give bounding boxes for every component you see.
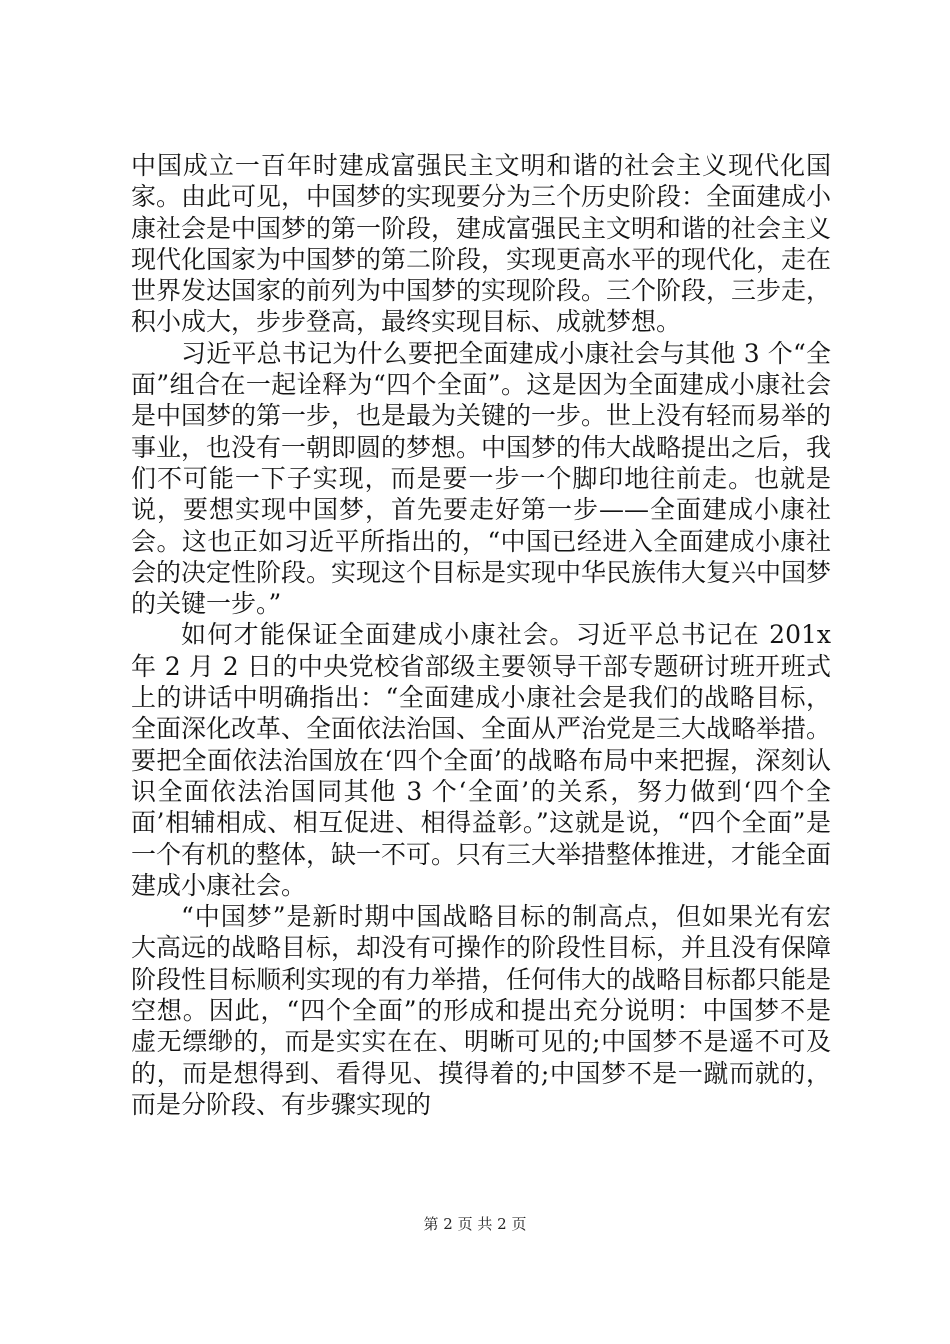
- paragraph-1: 中国成立一百年时建成富强民主文明和谐的社会主义现代化国家。由此可见，中国梦的实现要分为三个历史阶段：全面建成小康社会是中国梦的第一阶段，建成富强民主文明和谐的社会主义现代化国家为中国梦的第二阶段，实现更高水平的现代化，走在世界发达国家的前列为中国梦的实现阶段。三个阶段，三步走，积小成大，步步登高，最终实现目标、成就梦想。: [131, 151, 832, 337]
- paragraph-4: “中国梦”是新时期中国战略目标的制高点，但如果光有宏大高远的战略目标，却没有可操作的阶段性目标，并且没有保障阶段性目标顺利实现的有力举措，任何伟大的战略目标都只能是空想。因此，“四个全面”的形成和提出充分说明：中国梦不是虚无缥缈的，而是实实在在、明晰可见的;中国梦不是遥不可及的，而是想得到、看得见、摸得着的;中国梦不是一蹴而就的，而是分阶段、有步骤实现的: [131, 902, 832, 1119]
- body-text: [131, 150, 831, 1120]
- paragraph-2: 习近平总书记为什么要把全面建成小康社会与其他 3 个“全面”组合在一起诠释为“四个全面”。这是因为全面建成小康社会是中国梦的第一步，也是最为关键的一步。世上没有轻而易举的事业，也没有一朝即圆的梦想。中国梦的伟大战略提出之后，我们不可能一下子实现，而是要一步一个脚印地往前走。也就是说，要想实现中国梦，首先要走好第一步——全面建成小康社会。这也正如习近平所指出的，“中国已经进入全面建成小康社会的决定性阶段。实现这个目标是实现中华民族伟大复兴中国梦的关键一步。”: [131, 338, 832, 619]
- paragraph-3: 如何才能保证全面建成小康社会。习近平总书记在 201x 年 2 月 2 日的中央党校省部级主要领导干部专题研讨班开班式上的讲话中明确指出：“全面建成小康社会是我们的战略目标，全面深化改革、全面依法治国、全面从严治党是三大战略举措。要把全面依法治国放在‘四个全面’的战略布局中来把握，深刻认识全面依法治国同其他 3 个‘全面’的关系，努力做到‘四个全面’相辅相成、相互促进、相得益彰。”这就是说，“四个全面”是一个有机的整体，缺一不可。只有三大举措整体推进，才能全面建成小康社会。: [131, 620, 832, 900]
- page-footer: 第 2 页 共 2 页: [423, 1215, 527, 1233]
